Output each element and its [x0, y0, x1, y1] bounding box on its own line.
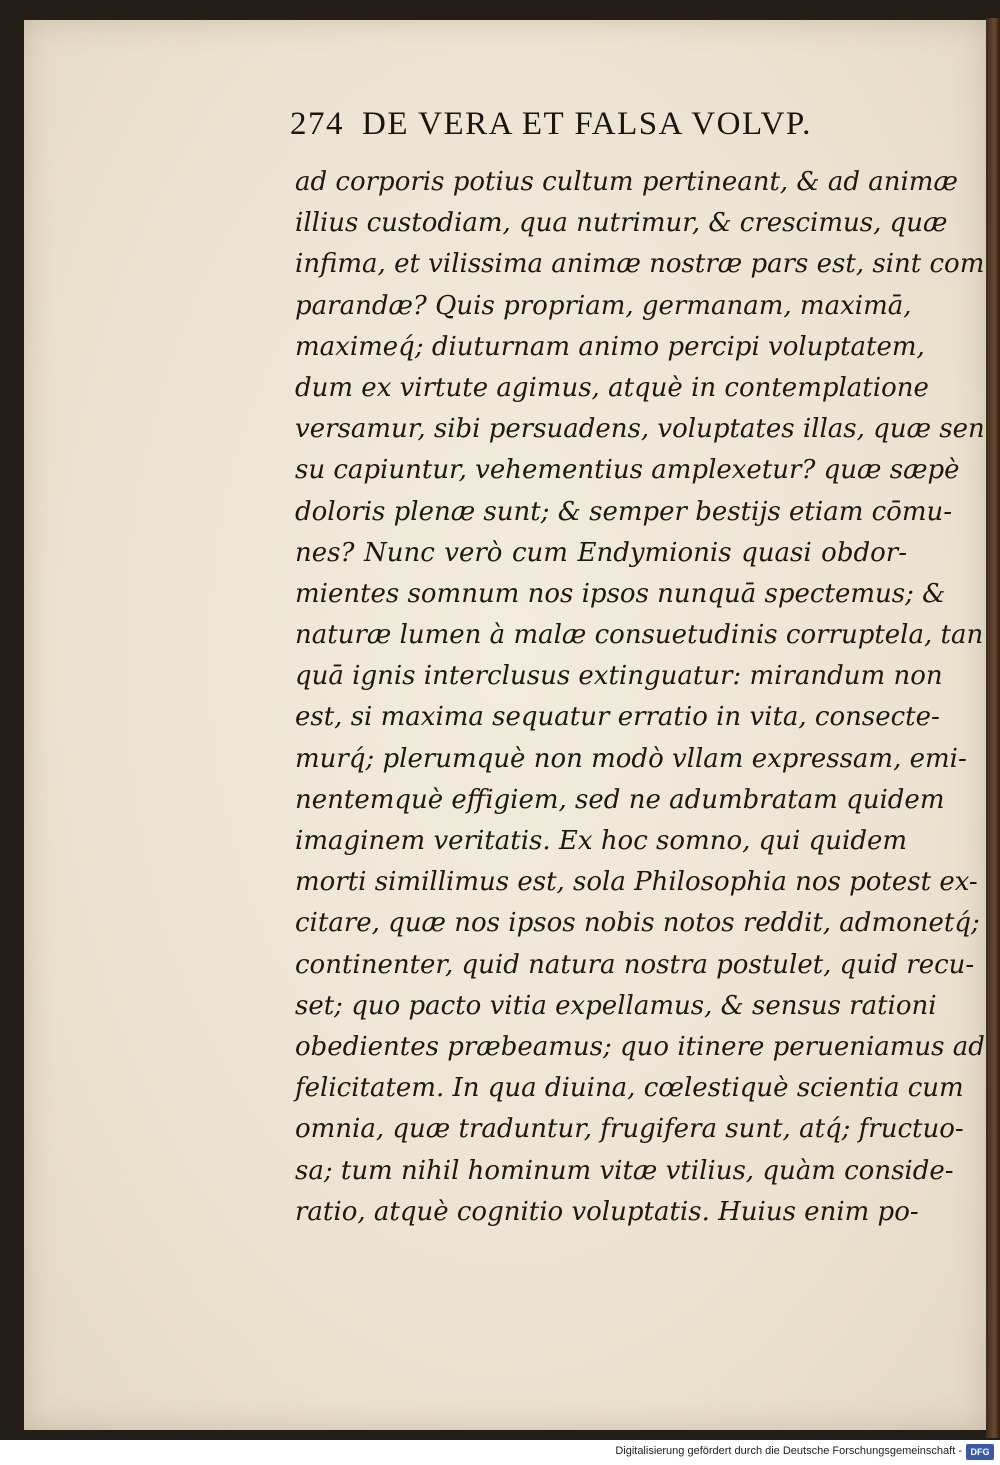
text-line: felicitatem. In qua diuina, cœlestiquè scientia cum [295, 1073, 964, 1104]
text-line: naturæ lumen à malæ consuetudinis corruptela, tan [295, 620, 984, 651]
text-line: ratio, atquè cognitio voluptatis. Huius enim po- [295, 1196, 919, 1227]
text-line: nentemquè effigiem, sed ne adumbratam quidem [295, 784, 945, 815]
body-text [295, 162, 985, 1233]
text-line: murq́; plerumquè non modò vllam expressam, emi- [295, 743, 967, 774]
text-line: infima, et vilissima animæ nostræ pars est, sint com [295, 249, 985, 280]
dfg-logo: DFG [966, 1444, 994, 1460]
text-line: versamur, sibi persuadens, voluptates illas, quæ sen [295, 414, 985, 445]
footer-credit: Digitalisierung gefördert durch die Deutsche Forschungsgemeinschaft - [615, 1445, 962, 1457]
text-line: est, si maxima sequatur erratio in vita, consecte- [295, 702, 940, 733]
text-line: citare, quæ nos ipsos nobis notos reddit, admonetq́; [295, 908, 980, 939]
text-line: doloris plenæ sunt; & semper bestijs etiam cōmu- [295, 496, 953, 527]
text-line: imaginem veritatis. Ex hoc somno, qui quidem [295, 826, 907, 856]
text-line: sa; tum nihil hominum vitæ vtilius, quàm conside- [295, 1155, 954, 1186]
text-line: ad corporis potius cultum pertineant, & ad animæ [295, 167, 958, 197]
text-line: set; quo pacto vitia expellamus, & sensus rationi [295, 990, 937, 1021]
text-line: morti simillimus est, sola Philosophia nos potest ex- [295, 867, 978, 898]
footer-bar [0, 1440, 1000, 1465]
page-number: 274 [290, 106, 344, 142]
text-line: nes? Nunc verò cum Endymionis quasi obdor- [295, 537, 907, 568]
text-line: omnia, quæ traduntur, frugifera sunt, atq́; fructuo- [295, 1114, 964, 1145]
running-title: DE VERA ET FALSA VOLVP. [362, 106, 812, 142]
text-line: dum ex virtute agimus, atquè in contemplatione [295, 372, 929, 403]
running-head [290, 106, 910, 146]
text-line: maximeq́; diuturnam animo percipi voluptatem, [295, 331, 925, 362]
text-line: mientes somnum nos ipsos nunquā spectemus; & [295, 578, 946, 609]
text-line: illius custodiam, qua nutrimur, & crescimus, quæ [295, 208, 948, 239]
text-line: obedientes præbeamus; quo itinere perueniamus ad [295, 1031, 985, 1062]
text-line: continenter, quid natura nostra postulet, quid recu- [295, 949, 975, 980]
text-line: quā ignis interclusus extinguatur: mirandum non [295, 661, 943, 692]
text-line: parandæ? Quis propriam, germanam, maximā, [295, 290, 912, 321]
book-spine-edge [986, 18, 1000, 1438]
text-line: su capiuntur, vehementius amplexetur? quæ sæpè [295, 455, 960, 486]
